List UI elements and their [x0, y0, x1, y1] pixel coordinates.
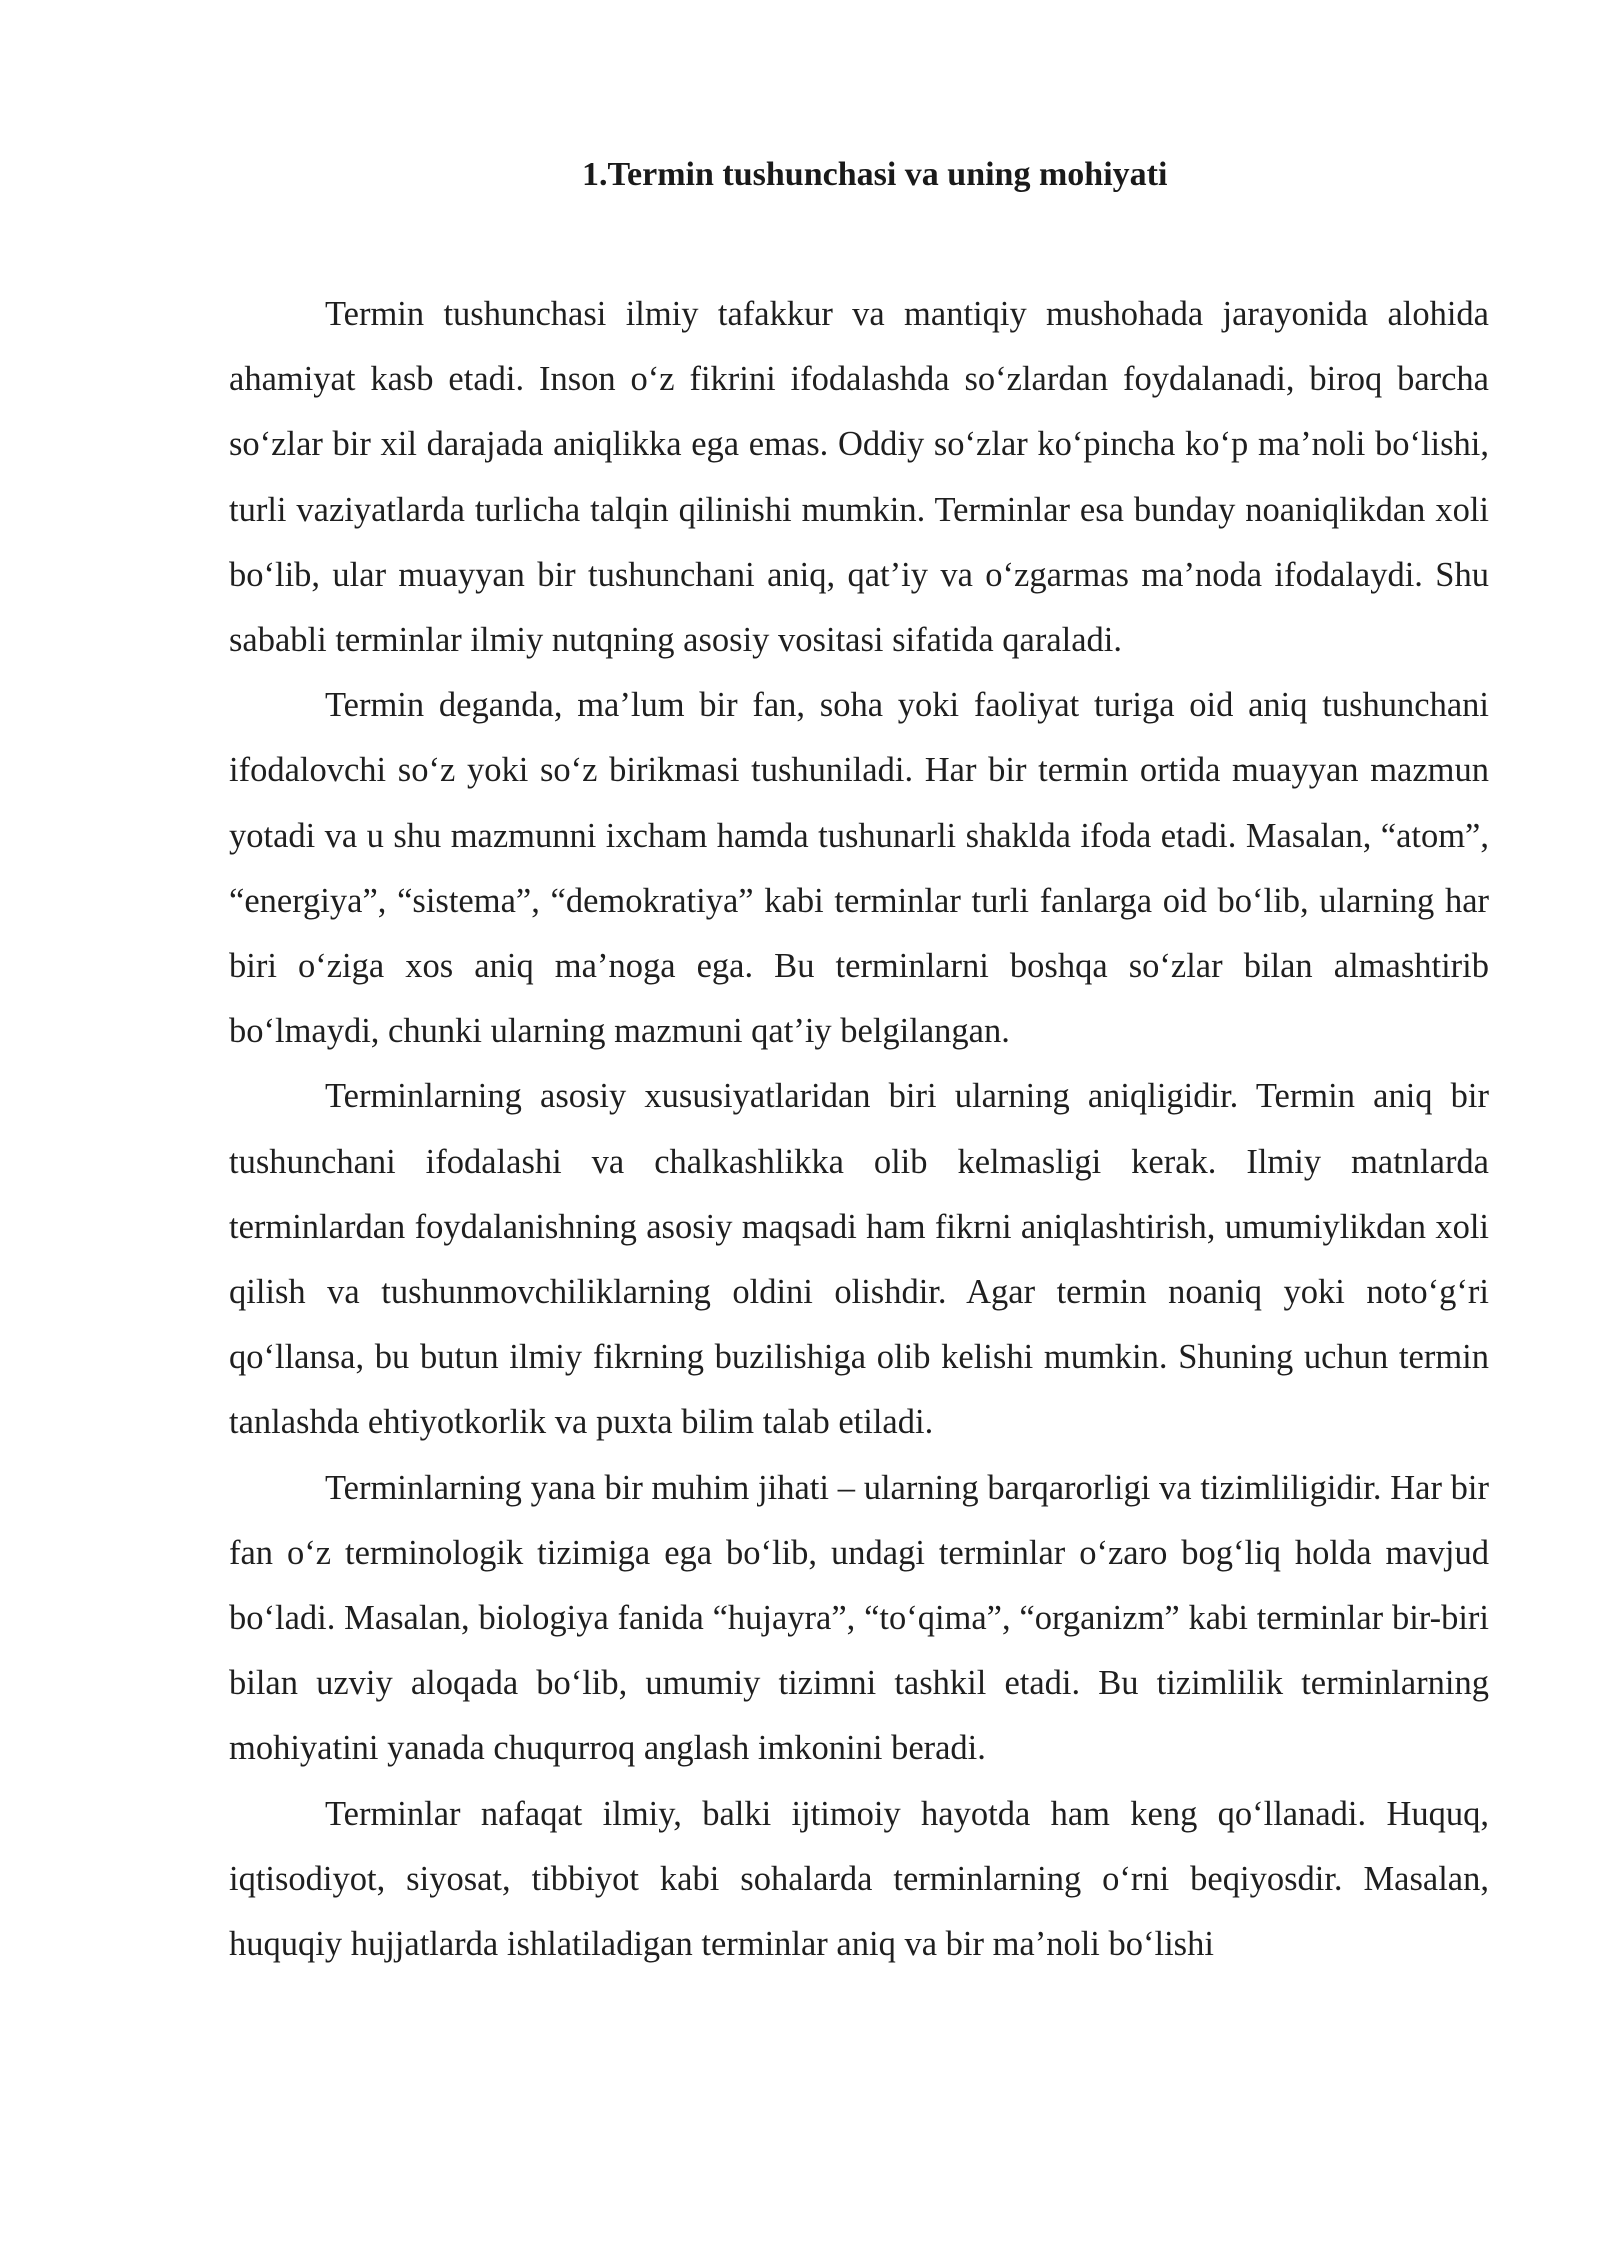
paragraph-5: Terminlar nafaqat ilmiy, balki ijtimoiy hayotda ham keng qo‘llanadi. Huquq, iqtisodiyot, siyosat, tibbiyot kabi sohalarda terminlarning o‘rni beqiyosdir. Masalan, huquqiy hujjatlarda ishlatiladigan terminlar aniq va bir ma’noli bo‘lishi	[229, 1794, 1489, 1964]
page-title: 1.Termin tushunchasi va uning mohiyati	[582, 156, 1168, 193]
document-body	[229, 282, 1489, 1977]
paragraph-1: Termin tushunchasi ilmiy tafakkur va mantiqiy mushohada jarayonida alohida ahamiyat kasb etadi. Inson o‘z fikrini ifodalashda so‘zlardan foydalanadi, biroq barcha so‘zlar bir xil darajada aniqlikka ega emas. Oddiy so‘zlar ko‘pincha ko‘p ma’noli bo‘lishi, turli vaziyatlarda turlicha talqin qilinishi mumkin. Terminlar esa bunday noaniqlikdan xoli bo‘lib, ular muayyan bir tushunchani aniq, qat’iy va o‘zgarmas ma’noda ifodalaydi. Shu sababli terminlar ilmiy nutqning asosiy vositasi sifatida qaraladi.	[229, 295, 1489, 660]
paragraph-3: Terminlarning asosiy xususiyatlaridan biri ularning aniqligidir. Termin aniq bir tushunchani ifodalashi va chalkashlikka olib kelmasligi kerak. Ilmiy matnlarda terminlardan foydalanishning asosiy maqsadi ham fikrni aniqlashtirish, umumiylikdan xoli qilish va tushunmovchiliklarning oldini olishdir. Agar termin noaniq yoki noto‘g‘ri qo‘llansa, bu butun ilmiy fikrning buzilishiga olib kelishi mumkin. Shuning uchun termin tanlashda ehtiyotkorlik va puxta bilim talab etiladi.	[229, 1077, 1489, 1442]
paragraph-4: Terminlarning yana bir muhim jihati – ularning barqarorligi va tizimliligidir. Har bir fan o‘z terminologik tizimiga ega bo‘lib, undagi terminlar o‘zaro bog‘liq holda mavjud bo‘ladi. Masalan, biologiya fanida “hujayra”, “to‘qima”, “organizm” kabi terminlar bir-biri bilan uzviy aloqada bo‘lib, umumiy tizimni tashkil etadi. Bu tizimlilik terminlarning mohiyatini yanada chuqurroq anglash imkonini beradi.	[229, 1468, 1489, 1768]
paragraph-2: Termin deganda, ma’lum bir fan, soha yoki faoliyat turiga oid aniq tushunchani ifodalovchi so‘z yoki so‘z birikmasi tushuniladi. Har bir termin ortida muayyan mazmun yotadi va u shu mazmunni ixcham hamda tushunarli shaklda ifoda etadi. Masalan, “atom”, “energiya”, “sistema”, “demokratiya” kabi terminlar turli fanlarga oid bo‘lib, ularning har biri o‘ziga xos aniq ma’noga ega. Bu terminlarni boshqa so‘zlar bilan almashtirib bo‘lmaydi, chunki ularning mazmuni qat’iy belgilangan.	[229, 686, 1489, 1051]
